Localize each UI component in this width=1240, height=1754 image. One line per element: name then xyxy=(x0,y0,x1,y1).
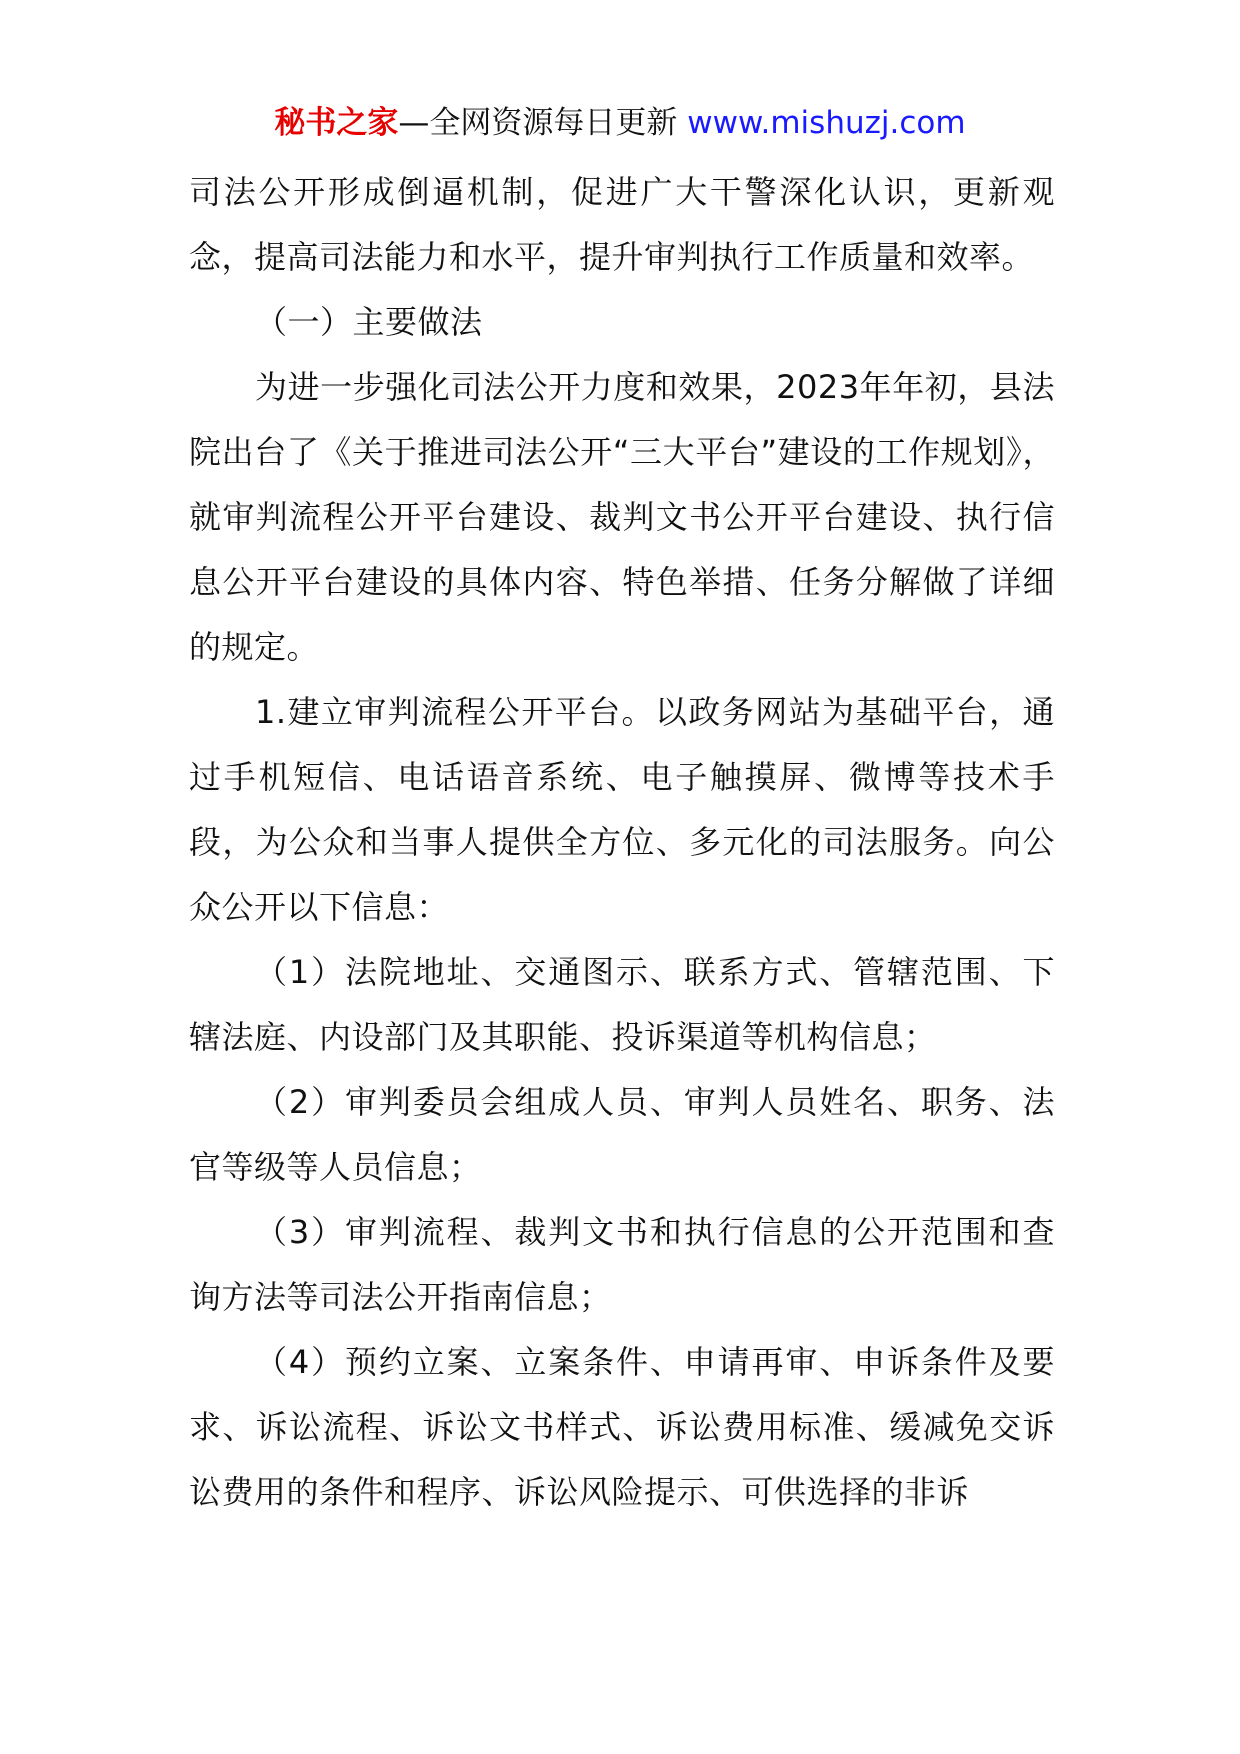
document-body xyxy=(189,160,1055,1525)
paragraph-continuation: 司法公开形成倒逼机制，促进广大干警深化认识，更新观念，提高司法能力和水平，提升审判执行工作质量和效率。 xyxy=(189,173,1055,276)
list-item: （1）法院地址、交通图示、联系方式、管辖范围、下辖法庭、内设部门及其职能、投诉渠道等机构信息； xyxy=(189,953,1055,1056)
paragraph: 1.建立审判流程公开平台。以政务网站为基础平台，通过手机短信、电话语音系统、电子触摸屏、微博等技术手段，为公众和当事人提供全方位、多元化的司法服务。向公众公开以下信息： xyxy=(189,693,1055,926)
list-item: （2）审判委员会组成人员、审判人员姓名、职务、法官等级等人员信息； xyxy=(189,1083,1055,1186)
list-item: （3）审判流程、裁判文书和执行信息的公开范围和查询方法等司法公开指南信息； xyxy=(189,1213,1055,1316)
paragraph: 为进一步强化司法公开力度和效果，2023年年初，县法院出台了《关于推进司法公开“三大平台”建设的工作规划》，就审判流程公开平台建设、裁判文书公开平台建设、执行信息公开平台建设的具体内容、特色举措、任务分解做了详细的规定。 xyxy=(189,368,1055,666)
site-header xyxy=(0,101,1240,145)
header-slogan: —全网资源每日更新 xyxy=(398,105,688,141)
brand-name: 秘书之家 xyxy=(274,105,399,141)
section-heading: （一）主要做法 xyxy=(255,303,483,341)
list-item: （4）预约立案、立案条件、申请再审、申诉条件及要求、诉讼流程、诉讼文书样式、诉讼费用标准、缓减免交诉讼费用的条件和程序、诉讼风险提示、可供选择的非诉 xyxy=(189,1343,1055,1511)
site-url-link[interactable]: www.mishuzj.com xyxy=(687,105,966,141)
